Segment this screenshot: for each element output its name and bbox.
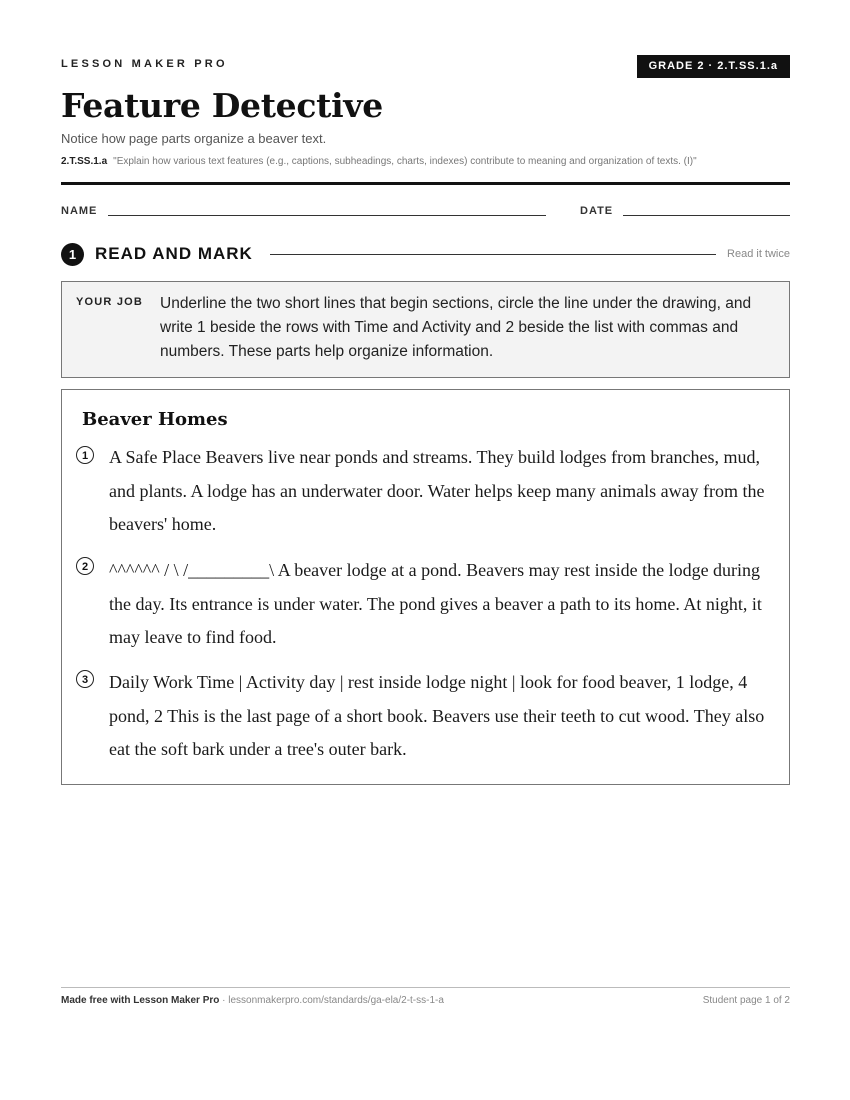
grade-badge: GRADE 2 · 2.T.SS.1.a: [637, 55, 790, 78]
instructions-box: [61, 281, 790, 378]
name-label: NAME: [61, 205, 98, 217]
passage-paragraph: Daily Work Time | Activity day | rest inside lodge night | look for food beaver, 1 lodge, 4 pond, 2 This is the last page of a short book. Beavers use their teeth to cut wood. They also eat the soft bark under a tree's outer bark.: [109, 672, 765, 759]
name-field[interactable]: [108, 215, 546, 216]
brand-name: LESSON MAKER PRO: [61, 58, 228, 70]
footer-credit: [61, 995, 444, 1006]
header-divider: [61, 182, 790, 185]
paragraph-number-badge: 3: [76, 670, 94, 688]
instructions-label: YOUR JOB: [76, 296, 144, 308]
footer-page-number: Student page 1 of 2: [702, 995, 790, 1006]
standard-line: [61, 156, 697, 167]
section-title: READ AND MARK: [95, 244, 253, 263]
passage-paragraph: ^^^^^^ / \ /_________\ A beaver lodge at a pond. Beavers may rest inside the lodge during the day. Its entrance is under water. The pond gives a beaver a path to its home. At night, it may leave to find food.: [109, 560, 762, 647]
section-note: Read it twice: [727, 248, 790, 260]
page-subtitle: Notice how page parts organize a beaver text.: [61, 131, 327, 146]
section-number-badge: 1: [61, 243, 84, 266]
page-title: Feature Detective: [61, 86, 383, 125]
reading-passage-box: [61, 389, 790, 785]
standard-text: "Explain how various text features (e.g., captions, subheadings, charts, indexes) contribute to meaning and organization of texts. (I)": [113, 156, 697, 167]
standard-code: 2.T.SS.1.a: [61, 156, 108, 167]
footer-url[interactable]: · lessonmakerpro.com/standards/ga-ela/2-t-ss-1-a: [219, 995, 444, 1006]
paragraph-number-badge: 1: [76, 446, 94, 464]
paragraph-number-badge: 2: [76, 557, 94, 575]
instructions-text: Underline the two short lines that begin sections, circle the line under the drawing, and write 1 beside the rows with Time and Activity and 2 beside the list with commas and numbers. These parts help organize information.: [160, 295, 752, 360]
footer-divider: [61, 987, 790, 988]
section-divider: [270, 254, 716, 255]
date-label: DATE: [580, 205, 614, 217]
passage-title: Beaver Homes: [82, 409, 228, 430]
passage-paragraph: A Safe Place Beavers live near ponds and streams. They build lodges from branches, mud, and plants. A lodge has an underwater door. Water helps keep many animals away from the beavers' home.: [109, 447, 765, 534]
footer-made-with: Made free with Lesson Maker Pro: [61, 995, 220, 1006]
date-field[interactable]: [623, 215, 790, 216]
